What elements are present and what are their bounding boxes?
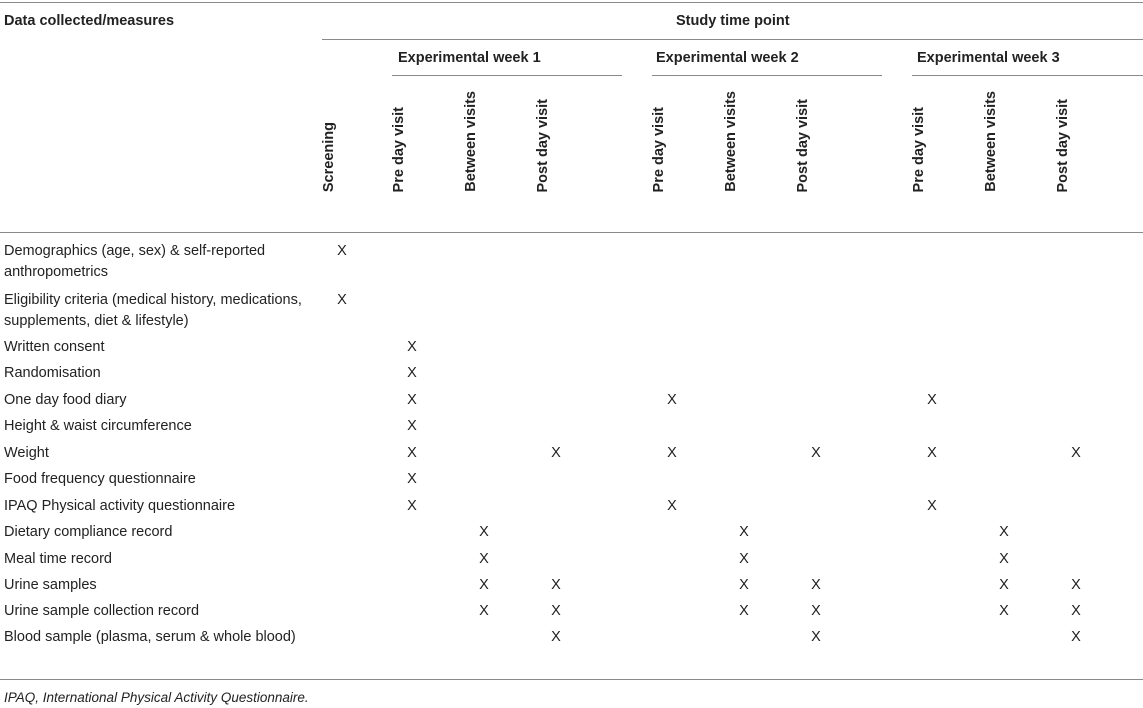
- row-label: Dietary compliance record: [4, 524, 173, 540]
- check-mark: X: [811, 445, 821, 461]
- table-bottom-rule: [0, 679, 1143, 680]
- row-label: Demographics (age, sex) & self-reported anthropometrics: [4, 243, 266, 280]
- week3-rule: [912, 75, 1143, 76]
- check-mark: X: [551, 629, 561, 645]
- col-w1-pre-day-visit: Pre day visit: [391, 106, 407, 192]
- col-screening: Screening: [321, 121, 337, 192]
- check-mark: X: [811, 629, 821, 645]
- check-mark: X: [407, 498, 417, 514]
- row-label: Eligibility criteria (medical history, medications, supplements, diet & lifestyle): [4, 292, 302, 329]
- check-mark: X: [927, 445, 937, 461]
- check-mark: X: [551, 445, 561, 461]
- check-mark: X: [1071, 577, 1081, 593]
- check-mark: X: [667, 498, 677, 514]
- check-mark: X: [407, 418, 417, 434]
- row-label: Blood sample (plasma, serum & whole blood): [4, 629, 296, 645]
- col-w3-between-visits: Between visits: [983, 91, 999, 192]
- check-mark: X: [479, 551, 489, 567]
- check-mark: X: [927, 392, 937, 408]
- col-w3-post-day-visit: Post day visit: [1055, 98, 1071, 192]
- study-time-rule: [322, 39, 1143, 40]
- check-mark: X: [407, 392, 417, 408]
- row-label: Urine samples: [4, 577, 97, 593]
- check-mark: X: [739, 524, 749, 540]
- check-mark: X: [479, 603, 489, 619]
- check-mark: X: [407, 471, 417, 487]
- check-mark: X: [1071, 603, 1081, 619]
- col-w2-pre-day-visit: Pre day visit: [651, 106, 667, 192]
- col-w3-pre-day-visit: Pre day visit: [911, 106, 927, 192]
- col-w2-between-visits: Between visits: [723, 91, 739, 192]
- week2-rule: [652, 75, 882, 76]
- check-mark: X: [739, 577, 749, 593]
- check-mark: X: [999, 551, 1009, 567]
- top-rule: [0, 2, 1143, 3]
- check-mark: X: [407, 365, 417, 381]
- col-w2-post-day-visit: Post day visit: [795, 98, 811, 192]
- check-mark: X: [407, 339, 417, 355]
- row-label: Urine sample collection record: [4, 603, 200, 619]
- row-label: Weight: [4, 445, 49, 461]
- check-mark: X: [999, 603, 1009, 619]
- check-mark: X: [551, 603, 561, 619]
- row-label: IPAQ Physical activity questionnaire: [4, 498, 236, 514]
- row-label: Food frequency questionnaire: [4, 471, 196, 487]
- measures-header: Data collected/measures: [4, 13, 175, 29]
- col-w1-post-day-visit: Post day visit: [535, 98, 551, 192]
- check-mark: X: [927, 498, 937, 514]
- check-mark: X: [739, 551, 749, 567]
- check-mark: X: [999, 524, 1009, 540]
- study-time-header: Study time point: [676, 13, 790, 29]
- col-w1-between-visits: Between visits: [463, 91, 479, 192]
- week1-rule: [392, 75, 622, 76]
- check-mark: X: [811, 603, 821, 619]
- row-label: Written consent: [4, 339, 105, 355]
- footnote: IPAQ, International Physical Activity Questionnaire.: [4, 690, 309, 705]
- row-label: Height & waist circumference: [4, 418, 192, 434]
- check-mark: X: [551, 577, 561, 593]
- check-mark: X: [999, 577, 1009, 593]
- check-mark: X: [1071, 629, 1081, 645]
- week1-header: Experimental week 1: [398, 50, 541, 66]
- check-mark: X: [739, 603, 749, 619]
- check-mark: X: [407, 445, 417, 461]
- week3-header: Experimental week 3: [917, 50, 1060, 66]
- check-mark: X: [667, 445, 677, 461]
- header-bottom-rule: [0, 232, 1143, 233]
- check-mark: X: [479, 577, 489, 593]
- check-mark: X: [1071, 445, 1081, 461]
- check-mark: X: [479, 524, 489, 540]
- check-mark: X: [811, 577, 821, 593]
- check-mark: X: [337, 243, 347, 259]
- check-mark: X: [667, 392, 677, 408]
- row-label: One day food diary: [4, 392, 127, 408]
- week2-header: Experimental week 2: [656, 50, 799, 66]
- row-label: Randomisation: [4, 365, 101, 381]
- check-mark: X: [337, 292, 347, 308]
- row-label: Meal time record: [4, 551, 112, 567]
